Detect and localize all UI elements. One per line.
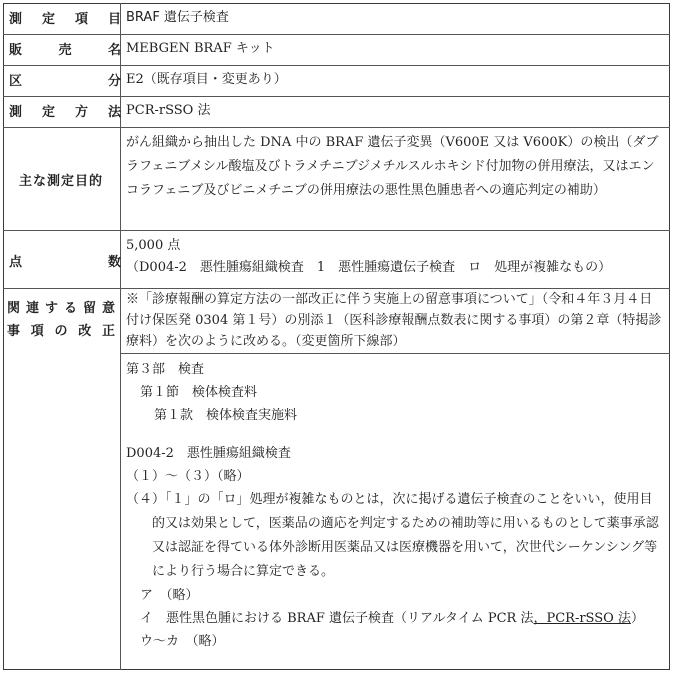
points-amount: 5,000 点 bbox=[126, 238, 181, 253]
label-points: 点 数 bbox=[9, 255, 121, 270]
row-divider bbox=[3, 96, 670, 97]
notes-code: D004-2 悪性腫瘍組織検査 bbox=[126, 446, 291, 461]
label-category: 区 分 bbox=[9, 74, 121, 89]
notes-body bbox=[126, 358, 664, 653]
value-measurement-item: BRAF 遺伝子検査 bbox=[126, 10, 229, 25]
row-divider bbox=[120, 353, 670, 354]
notes-item-1-3: （１）～（３）（略） bbox=[126, 469, 250, 484]
notes-section: 第１節 検体検査料 bbox=[140, 385, 258, 400]
label-product-name: 販 売 名 bbox=[9, 43, 121, 58]
value-product-name: MEBGEN BRAF キット bbox=[126, 41, 275, 56]
row-divider bbox=[3, 230, 670, 231]
row-divider bbox=[3, 65, 670, 66]
points-detail: （D004-2 悪性腫瘍組織検査 1 悪性腫瘍遺伝子検査 ロ 処理が複雑なもの） bbox=[126, 260, 612, 275]
label-purpose: 主な測定目的 bbox=[18, 174, 103, 189]
notes-part: 第３部 検査 bbox=[126, 362, 205, 377]
label-method: 測 定 方 法 bbox=[9, 105, 121, 120]
value-method: PCR-rSSO 法 bbox=[126, 103, 211, 118]
value-points bbox=[126, 235, 664, 279]
notes-sub-i: イ 悪性黒色腫における BRAF 遺伝子検査（リアルタイム PCR 法，PCR-rSSO 法） bbox=[140, 611, 644, 626]
label-measurement-item: 測 定 項 目 bbox=[9, 12, 121, 27]
row-divider bbox=[3, 34, 670, 35]
row-divider bbox=[3, 127, 670, 128]
notes-sub-a: ア （略） bbox=[140, 588, 199, 603]
value-purpose: がん組織から抽出した DNA 中の BRAF 遺伝子変異（V600E 又は V600K）の検出（ダブラフェニブメシル酸塩及びトラメチニブジメチルスルホキシド付加物の併用療法，又はエンコラフェニブ及びビニメチニブの併用療法の悪性黒色腫患者への適応判定の補助） bbox=[126, 135, 659, 198]
value-category: E2（既存項目・変更あり） bbox=[126, 72, 287, 87]
label-notes-line1: 関連する留意 bbox=[7, 301, 115, 316]
notes-subsection: 第１款 検体検査実施料 bbox=[154, 408, 298, 423]
notes-sub-u: ウ～カ （略） bbox=[140, 634, 225, 649]
label-notes bbox=[5, 297, 117, 343]
underlined-change: ，PCR-rSSO 法 bbox=[533, 611, 631, 626]
label-notes-line2: 事項の改正 bbox=[7, 324, 115, 339]
notes-item-4: （４）「１」の「ロ」処理が複雑なものとは，次に掲げる遺伝子検査のことをいい，使用目的又は効果として，医薬品の適応を判定するための補助等に用いるものとして薬事承認又は認証を得ている体外診断用医薬品又は医療機器を用いて，次世代シーケンシング等により行う場合に算定できる。 bbox=[126, 492, 659, 579]
notes-intro: ※「診療報酬の算定方法の一部改正に伴う実施上の留意事項について」（令和４年３月４日付け保医発 0304 第１号）の別添１（医科診療報酬点数表に関する事項）の第２章（特掲診療料）を次のように改める。（変更箇所下線部） bbox=[126, 292, 662, 349]
